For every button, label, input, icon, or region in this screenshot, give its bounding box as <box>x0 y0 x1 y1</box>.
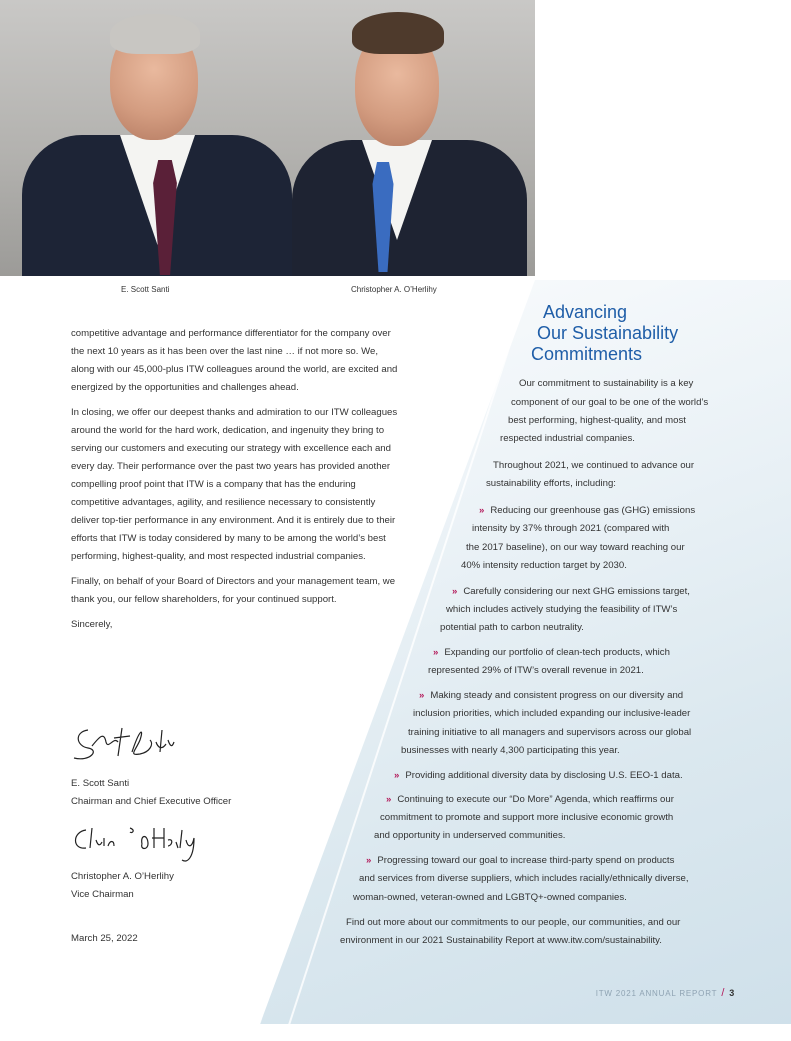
bullet-item: » Making steady and consistent progress on our diversity and <box>419 690 684 701</box>
bullet-icon: » <box>366 855 372 866</box>
bullet-icon: » <box>479 505 485 516</box>
heading-line: Our Sustainability <box>537 323 679 343</box>
letter-paragraph: In closing, we offer our deepest thanks and admiration to our ITW colleagues around the world for the hard work, dedication, and ingenuity they bring to serving our customers and executing our strategy with excellence each and every day. Their performance over the past two years has provided another compelling proof point that ITW is a company that has the enduring competitive advantages, agility, and resilience necessary to consistently deliver top-tier performance in any environment. And it is entirely due to their efforts that ITW is today considered by many to be among the world’s best performing, highest-quality, and most respected industrial companies. <box>71 407 398 562</box>
signer2-title: Vice Chairman <box>71 889 134 900</box>
body-line: and opportunity in underserved communities. <box>374 830 566 841</box>
signer2-name: Christopher A. O’Herlihy <box>71 871 174 882</box>
body-line: which includes actively studying the feasibility of ITW’s <box>446 604 678 615</box>
body-line: respected industrial companies. <box>500 433 635 444</box>
bullet-item: » Progressing toward our goal to increase third-party spend on products <box>366 855 675 866</box>
body-line: Throughout 2021, we continued to advance our <box>493 460 695 471</box>
signature-santi <box>70 722 175 764</box>
body-line: Find out more about our commitments to our people, our communities, and our <box>346 917 681 928</box>
letter-closing: Sincerely, <box>71 619 113 630</box>
heading-line: Advancing <box>543 302 628 322</box>
bullet-icon: » <box>452 586 458 597</box>
body-line: training initiative to all managers and supervisors across our global <box>408 727 692 738</box>
body-line: best performing, highest-quality, and most <box>508 415 686 426</box>
executives-photo <box>0 0 535 276</box>
bullet-icon: » <box>419 690 425 701</box>
body-line: component of our goal to be one of the world’s <box>511 397 709 408</box>
letter-date: March 25, 2022 <box>71 933 138 944</box>
signer1-name: E. Scott Santi <box>71 778 130 789</box>
page-number: 3 <box>729 988 735 998</box>
body-line: environment in our 2021 Sustainability Report at www.itw.com/sustainability. <box>340 935 662 946</box>
bullet-icon: » <box>386 794 392 805</box>
letter-paragraph: competitive advantage and performance differentiator for the company over the next 10 years as it has been over the last nine … if not more so. We, along with our 45,000-plus ITW colleagues around the world, are excited and energized by the opportunities and challenges ahead. <box>71 328 398 393</box>
body-line: and services from diverse suppliers, which includes racially/ethnically diverse, <box>359 873 689 884</box>
body-line: represented 29% of ITW’s overall revenue in 2021. <box>428 665 644 676</box>
body-line: woman-owned, veteran-owned and LGBTQ+-owned companies. <box>353 892 627 903</box>
body-line: Our commitment to sustainability is a key <box>519 378 694 389</box>
photo-caption-left: E. Scott Santi <box>121 285 170 294</box>
body-line: the 2017 baseline), on our way toward reaching our <box>466 542 685 553</box>
photo-caption-right: Christopher A. O’Herlihy <box>351 285 437 294</box>
body-line: sustainability efforts, including: <box>486 478 616 489</box>
bullet-item: » Reducing our greenhouse gas (GHG) emissions <box>479 505 696 516</box>
body-line: potential path to carbon neutrality. <box>440 622 584 633</box>
body-line: 40% intensity reduction target by 2030. <box>461 560 627 571</box>
bullet-icon: » <box>433 647 439 658</box>
page-footer <box>596 987 735 999</box>
body-line: inclusion priorities, which included expanding our inclusive-leader <box>413 708 691 719</box>
body-line: businesses with nearly 4,300 participating this year. <box>401 745 620 756</box>
footer-label: ITW 2021 ANNUAL REPORT <box>595 989 718 998</box>
signer1-title: Chairman and Chief Executive Officer <box>71 796 232 807</box>
bullet-item: » Continuing to execute our “Do More” Agenda, which reaffirms our <box>386 794 674 805</box>
letter-paragraph: Finally, on behalf of your Board of Directors and your management team, we thank you, our fellow shareholders, for your continued support. <box>71 576 396 605</box>
signature-oherlihy <box>70 822 200 866</box>
bullet-item: » Carefully considering our next GHG emissions target, <box>452 586 690 597</box>
bullet-icon: » <box>394 770 400 781</box>
body-line: commitment to promote and support more inclusive economic growth <box>380 812 674 823</box>
letter-body <box>71 325 401 641</box>
bullet-item: » Providing additional diversity data by disclosing U.S. EEO-1 data. <box>394 770 683 781</box>
body-line: intensity by 37% through 2021 (compared with <box>472 523 670 534</box>
footer-separator: / <box>721 987 726 999</box>
heading-line: Commitments <box>531 344 643 364</box>
bullet-item: » Expanding our portfolio of clean-tech products, which <box>433 647 670 658</box>
